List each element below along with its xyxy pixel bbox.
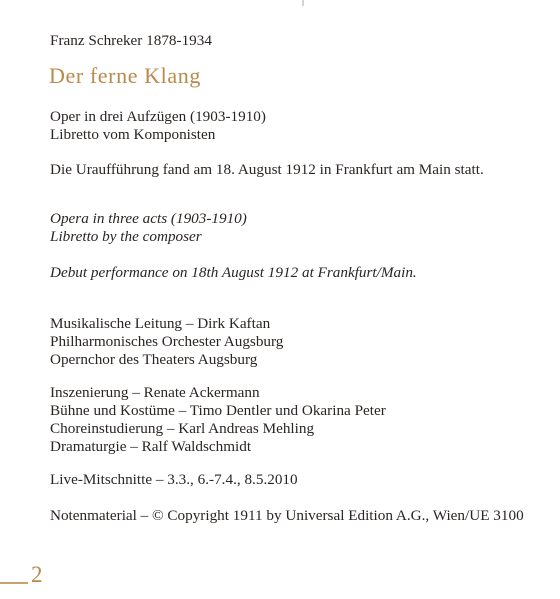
recording-dates: Live-Mitschnitte – 3.3., 6.-7.4., 8.5.2010	[50, 471, 298, 488]
credit-line: Bühne und Kostüme – Timo Dentler und Okarina Peter	[50, 402, 386, 419]
composer-line: Franz Schreker 1878-1934	[50, 32, 212, 49]
libretto-english: Libretto by the composer	[50, 228, 202, 245]
premiere-english: Debut performance on 18th August 1912 at Frankfurt/Main.	[50, 264, 417, 281]
genre-english: Opera in three acts (1903-1910)	[50, 210, 247, 227]
credit-line: Dramaturgie – Ralf Waldschmidt	[50, 438, 252, 455]
top-divider	[302, 0, 304, 6]
page-number-rule	[0, 582, 28, 584]
credit-line: Philharmonisches Orchester Augsburg	[50, 333, 284, 350]
page-number: 2	[31, 562, 43, 587]
copyright-line: Notenmaterial – © Copyright 1911 by Universal Edition A.G., Wien/UE 3100	[50, 507, 524, 524]
credit-line: Musikalische Leitung – Dirk Kaftan	[50, 315, 271, 332]
opera-title: Der ferne Klang	[49, 63, 201, 88]
premiere-german: Die Uraufführung fand am 18. August 1912 in Frankfurt am Main statt.	[50, 161, 484, 178]
genre-german: Oper in drei Aufzügen (1903-1910)	[50, 108, 266, 125]
credit-line: Inszenierung – Renate Ackermann	[50, 384, 260, 401]
libretto-german: Libretto vom Komponisten	[50, 126, 216, 143]
credit-line: Choreinstudierung – Karl Andreas Mehling	[50, 420, 315, 437]
credit-line: Opernchor des Theaters Augsburg	[50, 351, 258, 368]
